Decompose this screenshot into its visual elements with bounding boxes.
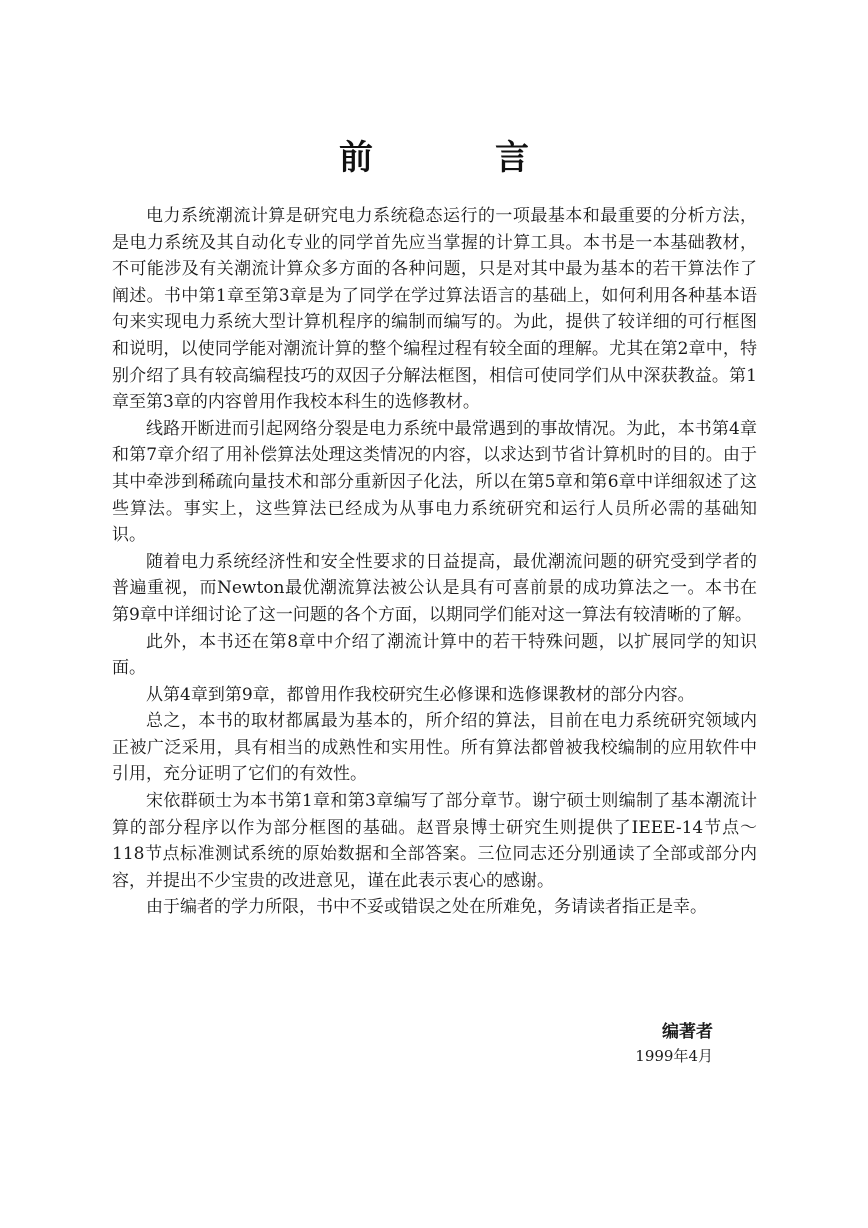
paragraph-5: 从第4章到第9章，都曾用作我校研究生必修课和选修课教材的部分内容。 [146,684,695,705]
paragraph-4: 此外，本书还在第8章中介绍了潮流计算中的若干特殊问题，以扩展同学的知识面。 [112,631,757,679]
paragraph-2: 线路开断进而引起网络分裂是电力系统中最常遇到的事故情况。为此，本书第4章和第7章介绍了用补偿算法处理这类情况的内容，以求达到节省计算机时的目的。由于其中牵涉到稀疏向量技术和部分重新因子化法，所以在第5章和第6章中详细叙述了这些算法。事实上，这些算法已经成为从事电力系统研究和运行人员所必需的基础知识。 [112,418,757,546]
page-title: 前 言 [339,138,573,178]
paragraph-6: 总之，本书的取材都属最为基本的，所介绍的算法，目前在电力系统研究领域内正被广泛采用，具有相当的成熟性和实用性。所有算法都曾被我校编制的应用软件中引用，充分证明了它们的有效性。 [112,711,757,785]
paragraph-3: 随着电力系统经济性和安全性要求的日益提高，最优潮流问题的研究受到学者的普遍重视，而Newton最优潮流算法被公认是具有可喜前景的成功算法之一。本书在第9章中详细讨论了这一问题的各个方面，以期同学们能对这一算法有较清晰的了解。 [112,551,757,625]
paragraph-8: 由于编者的学力所限，书中不妥或错误之处在所难免，务请读者指正是幸。 [146,897,707,918]
date-label: 1999年4月 [635,1047,713,1065]
author-label: 编著者 [662,1022,713,1042]
preface-body [112,203,757,921]
paragraph-7: 宋依群硕士为本书第1章和第3章编写了部分章节。谢宁硕士则编制了基本潮流计算的部分程序以作为部分框图的基础。赵晋泉博士研究生则提供了IEEE-14节点～118节点标准测试系统的原始数据和全部答案。三位同志还分别通读了全部或部分内容，并提出不少宝贵的改进意见，谨在此表示衷心的感谢。 [112,791,757,891]
signature-block [662,1020,713,1044]
paragraph-1: 电力系统潮流计算是研究电力系统稳态运行的一项最基本和最重要的分析方法，是电力系统及其自动化专业的同学首先应当掌握的计算工具。本书是一本基础教材，不可能涉及有关潮流计算众多方面的各种问题，只是对其中最为基本的若干算法作了阐述。书中第1章至第3章是为了同学在学过算法语言的基础上，如何利用各种基本语句来实现电力系统大型计算机程序的编制而编写的。为此，提供了较详细的可行框图和说明，以使同学能对潮流计算的整个编程过程有较全面的理解。尤其在第2章中，特别介绍了具有较高编程技巧的双因子分解法框图，相信可使同学们从中深获教益。第1章至第3章的内容曾用作我校本科生的选修教材。 [112,206,757,413]
